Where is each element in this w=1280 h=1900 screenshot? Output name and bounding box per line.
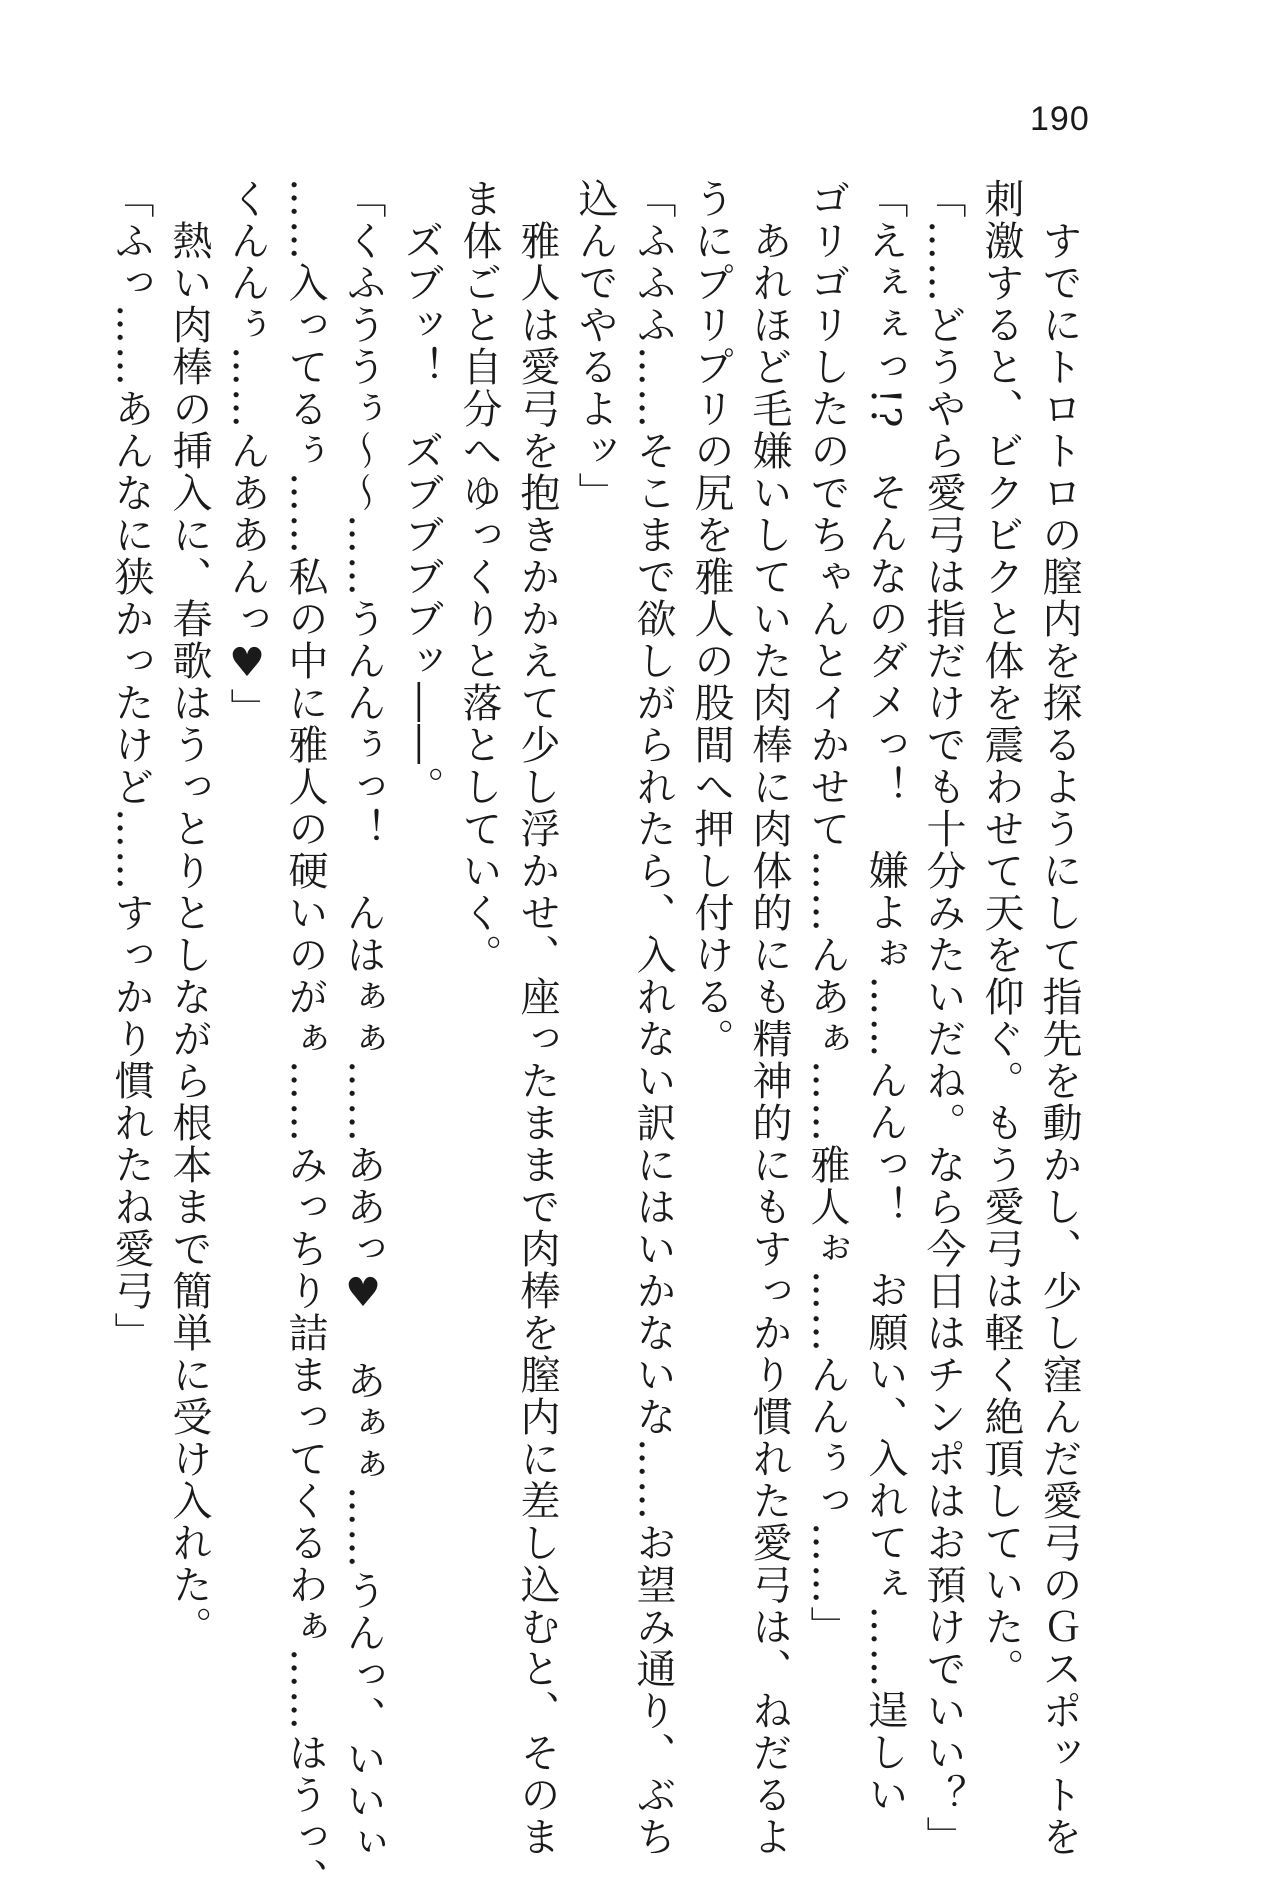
text-line: ま体ごと自分へゆっくりと落としていく。 (456, 178, 502, 976)
text-line: 「ふっ……あんなに狭かったけど……すっかり慣れたね愛弓」 (108, 178, 154, 1354)
text-line: 雅人は愛弓を抱きかかえて少し浮かせ、座ったままで肉棒を膣内に差し込むと、そのま (514, 178, 560, 1858)
text-line: あれほど毛嫌いしていた肉棒に肉体的にも精神的にもすっかり慣れた愛弓は、ねだるよ (746, 178, 792, 1858)
text-line: 「くふううぅ〜〜……うんんぅっ！ んはぁぁ……ああっ♥ あぁぁ……うんっ、いいぃ (340, 178, 386, 1864)
text-line: すでにトロトロの膣内を探るようにして指先を動かし、少し窪んだ愛弓のＧスポットを (1036, 178, 1082, 1858)
body-text (102, 178, 1088, 1900)
text-line: ズブッ！ ズブブブブッ――。 (398, 178, 444, 808)
text-line: 熱い肉棒の挿入に、春歌はうっとりとしながら根本まで簡単に受け入れた。 (166, 178, 212, 1648)
text-line: 「えぇぇっ!? そんなのダメっ！ 嫌よぉ……んんっ！ お願い、入れてぇ……逞しい (862, 178, 908, 1816)
text-line: うにプリプリの尻を雅人の股間へ押し付ける。 (688, 178, 734, 1060)
text-line: 込んでやるよッ」 (572, 178, 618, 514)
text-line: くんんぅ……んああんっ♥」 (224, 178, 270, 730)
text-line: 「ふふふ……そこまで欲しがられたら、入れない訳にはいかないな……お望み通り、ぶち (630, 178, 676, 1858)
text-line: ……入ってるぅ……私の中に雅人の硬いのがぁ……みっちり詰まってくるわぁ……はうっ、 (282, 178, 328, 1900)
page-number: 190 (1030, 100, 1090, 138)
text-line: ゴリゴリしたのでちゃんとイかせて……んあぁ……雅人ぉ……んんぅっ……」 (804, 178, 850, 1648)
text-line: 「……どうやら愛弓は指だけでも十分みたいだね。なら今日はチンポはお預けでいい？」 (920, 178, 966, 1858)
text-line: 刺激すると、ビクビクと体を震わせて天を仰ぐ。もう愛弓は軽く絶頂していた。 (978, 178, 1024, 1690)
